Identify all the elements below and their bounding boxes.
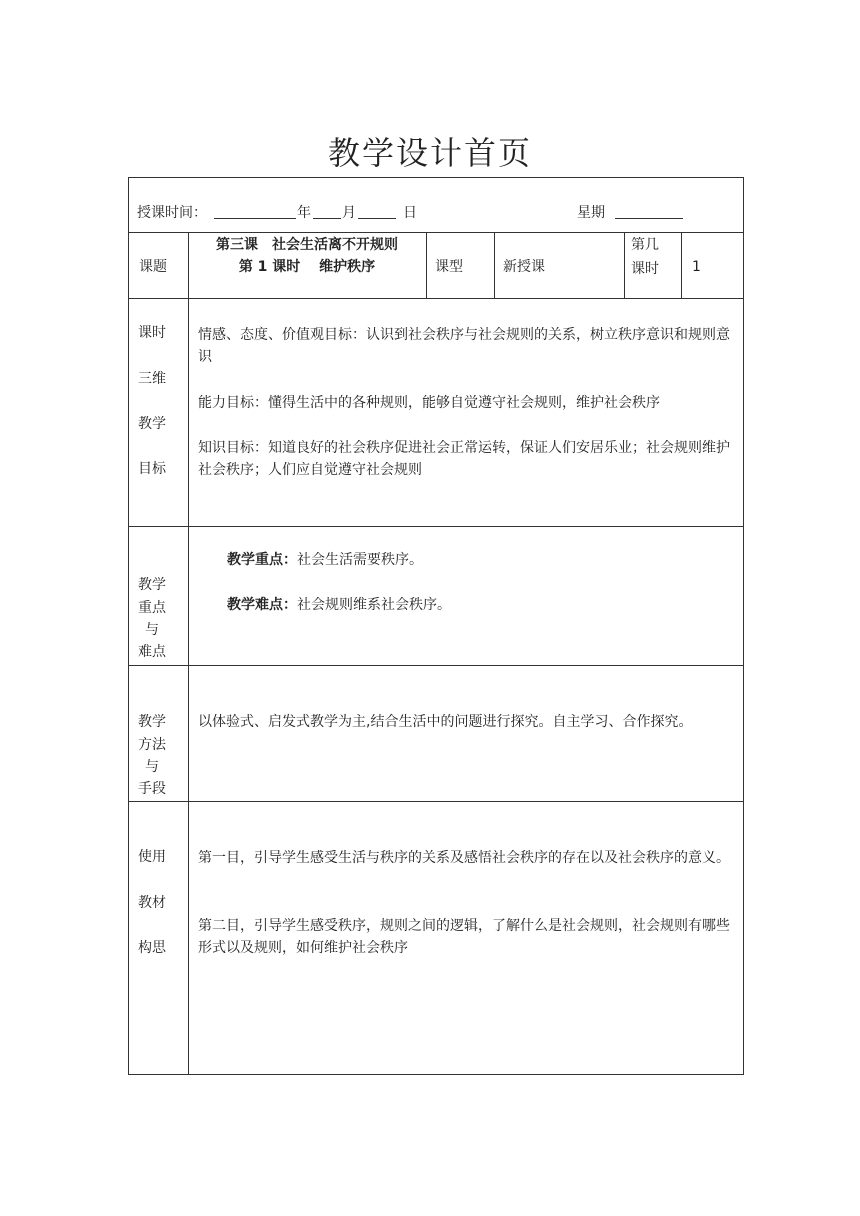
materials-label-line-3: 构思 xyxy=(138,940,166,956)
type-value-cell xyxy=(494,233,624,298)
objectives-label-line-3: 教学 xyxy=(138,416,166,432)
course-row xyxy=(129,233,743,299)
objectives-content-cell xyxy=(188,299,743,526)
materials-item-1: 第一目，引导学生感受生活与秩序的关系及感悟社会秩序的存在以及社会秩序的意义。 xyxy=(198,850,730,866)
time-label: 授课时间： xyxy=(137,205,207,221)
knowledge-objective: 知识目标：知道良好的社会秩序促进社会正常运转，保证人们安居乐业；社会规则维护社会秩序；人们应自觉遵守社会规则 xyxy=(198,440,730,478)
type-value: 新授课 xyxy=(503,259,545,275)
period-label-cell xyxy=(624,233,681,298)
day-blank[interactable] xyxy=(358,204,396,219)
weekday-label: 星期 xyxy=(577,205,605,221)
difficulty-text: 社会规则维系社会秩序。 xyxy=(297,597,451,613)
objectives-label-line-2: 三维 xyxy=(138,371,166,387)
lesson-title-cell xyxy=(188,233,426,298)
method-row xyxy=(129,666,743,802)
month-label: 月 xyxy=(342,205,356,221)
period-value-cell xyxy=(681,233,743,298)
day-label: 日 xyxy=(403,205,417,221)
course-label: 课题 xyxy=(139,259,167,275)
type-label: 课型 xyxy=(435,259,463,275)
focus-line xyxy=(227,549,423,571)
objectives-label-line-4: 目标 xyxy=(138,461,166,477)
ability-objective: 能力目标：懂得生活中的各种规则，能够自觉遵守社会规则，维护社会秩序 xyxy=(198,395,660,411)
lesson-plan-table xyxy=(128,177,744,1075)
focus-text: 社会生活需要秩序。 xyxy=(297,552,423,568)
materials-content-cell xyxy=(188,802,743,1074)
difficulty-label: 教学难点： xyxy=(227,597,297,613)
key-points-label-line-3: 与 xyxy=(145,622,159,638)
method-label-cell xyxy=(129,666,188,801)
month-blank[interactable] xyxy=(313,204,341,219)
type-label-cell xyxy=(426,233,494,298)
key-points-content-cell xyxy=(188,527,743,665)
year-label: 年 xyxy=(297,205,311,221)
objectives-label-line-1: 课时 xyxy=(138,325,166,341)
period-value: 1 xyxy=(692,259,701,275)
key-points-row xyxy=(129,527,743,666)
key-points-label-line-4: 难点 xyxy=(138,644,166,660)
method-label-line-2: 方法 xyxy=(138,737,166,753)
key-points-label-line-2: 重点 xyxy=(138,600,166,616)
lesson-title: 第三课 社会生活离不开规则 xyxy=(216,237,398,253)
emotion-objective: 情感、态度、价值观目标：认识到社会秩序与社会规则的关系，树立秩序意识和规则意识 xyxy=(198,327,730,365)
materials-label-cell xyxy=(129,802,188,1074)
page-title: 教学设计首页 xyxy=(327,134,532,172)
materials-label-line-2: 教材 xyxy=(138,895,166,911)
materials-item-2: 第二目，引导学生感受秩序，规则之间的逻辑，了解什么是社会规则，社会规则有哪些形式以及规则，如何维护社会秩序 xyxy=(198,918,730,956)
materials-row xyxy=(129,802,743,1074)
period-label: 第几课时 xyxy=(631,237,659,277)
method-content-cell xyxy=(188,666,743,801)
course-label-cell xyxy=(129,233,188,298)
difficulty-line xyxy=(227,594,451,616)
time-blank[interactable] xyxy=(214,204,296,219)
key-points-label-line-1: 教学 xyxy=(138,577,166,593)
objectives-row xyxy=(129,299,743,527)
key-points-label-cell xyxy=(129,527,188,665)
method-text: 以体验式、启发式教学为主,结合生活中的问题进行探究。自主学习、合作探究。 xyxy=(198,714,693,730)
method-label-line-1: 教学 xyxy=(138,714,166,730)
weekday-blank[interactable] xyxy=(615,204,683,219)
method-label-line-4: 手段 xyxy=(138,781,166,797)
materials-label-line-1: 使用 xyxy=(138,849,166,865)
focus-label: 教学重点： xyxy=(227,552,297,568)
method-label-line-3: 与 xyxy=(145,759,159,775)
date-row xyxy=(129,178,743,233)
lesson-subtitle: 第 1 课时 维护秩序 xyxy=(238,259,376,275)
objectives-label-cell xyxy=(129,299,188,526)
